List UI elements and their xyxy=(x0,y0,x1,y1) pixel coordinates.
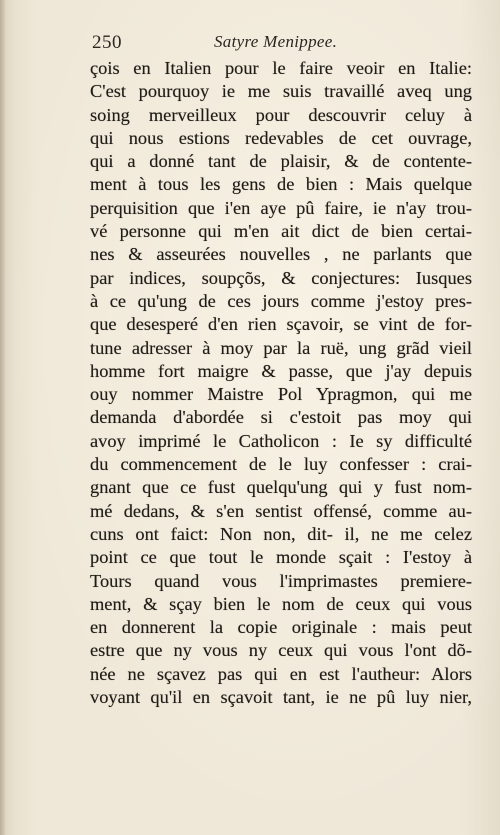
text-line: homme fort maigre & passe, que j'ay depuis xyxy=(90,360,472,381)
text-line: gnant que ce fust quelqu'ung qui y fust nom- xyxy=(90,477,472,498)
text-line: en donnerent la copie originale : mais peut xyxy=(90,617,472,638)
text-line: par indices, soupçõs, & conjectures: Iusques xyxy=(90,267,472,288)
text-line: mé dedans, & s'en sentist offensé, comme au- xyxy=(90,500,472,521)
text-line: demanda d'abordée si c'estoit pas moy qui xyxy=(90,407,472,428)
body-text xyxy=(90,57,472,709)
text-line: cuns ont faict: Non non, dit- il, ne me celez xyxy=(90,523,472,544)
text-line: qui a donné tant de plaisir, & de contente- xyxy=(90,151,472,172)
text-line: avoy imprimé le Catholicon : Ie sy difficulté xyxy=(90,430,472,451)
text-line: qui nous estions redevables de cet ouvrage, xyxy=(90,127,472,148)
text-line: soing merveilleux pour descouvrir celuy à xyxy=(90,104,472,125)
text-line: ment à tous les gens de bien : Mais quelque xyxy=(90,174,472,195)
text-line: perquisition que i'en aye pû faire, ie n'ay trou- xyxy=(90,197,472,218)
text-line: voyant qu'il en sçavoit tant, ie ne pû luy nier, xyxy=(90,687,472,708)
text-line: nes & asseurées nouvelles , ne parlants que xyxy=(90,244,472,265)
text-line: C'est pourquoy ie me suis travaillé aveq ung xyxy=(90,81,472,102)
text-line: çois en Italien pour le faire veoir en Italie: xyxy=(90,58,472,78)
text-line: estre que ny vous ny ceux qui vous l'ont dõ- xyxy=(90,640,472,661)
text-line: point ce que tout le monde sçait : I'estoy à xyxy=(90,547,472,568)
text-line: à ce qu'ung de ces jours comme j'estoy pres- xyxy=(90,290,472,311)
text-line: que desesperé d'en rien sçavoir, se vint de for- xyxy=(90,314,472,335)
page-gutter-shadow xyxy=(0,0,6,835)
running-title: Satyre Menippee. xyxy=(214,32,338,51)
text-line: vé personne qui m'en ait dict de bien certai- xyxy=(90,221,472,242)
text-line: ment, & sçay bien le nom de ceux qui vous xyxy=(90,593,472,614)
text-line: Tours quand vous l'imprimastes premiere- xyxy=(90,570,472,591)
text-line: tune adresser à moy par la ruë, ung grãd vieil xyxy=(90,337,472,358)
page-number: 250 xyxy=(92,32,122,53)
page-header xyxy=(92,30,470,56)
text-line: née ne sçavez pas qui en est l'autheur: Alors xyxy=(90,663,472,684)
text-line: ouy nommer Maistre Pol Ypragmon, qui me xyxy=(90,384,472,405)
text-line: du commencement de le luy confesser : crai- xyxy=(90,454,472,475)
